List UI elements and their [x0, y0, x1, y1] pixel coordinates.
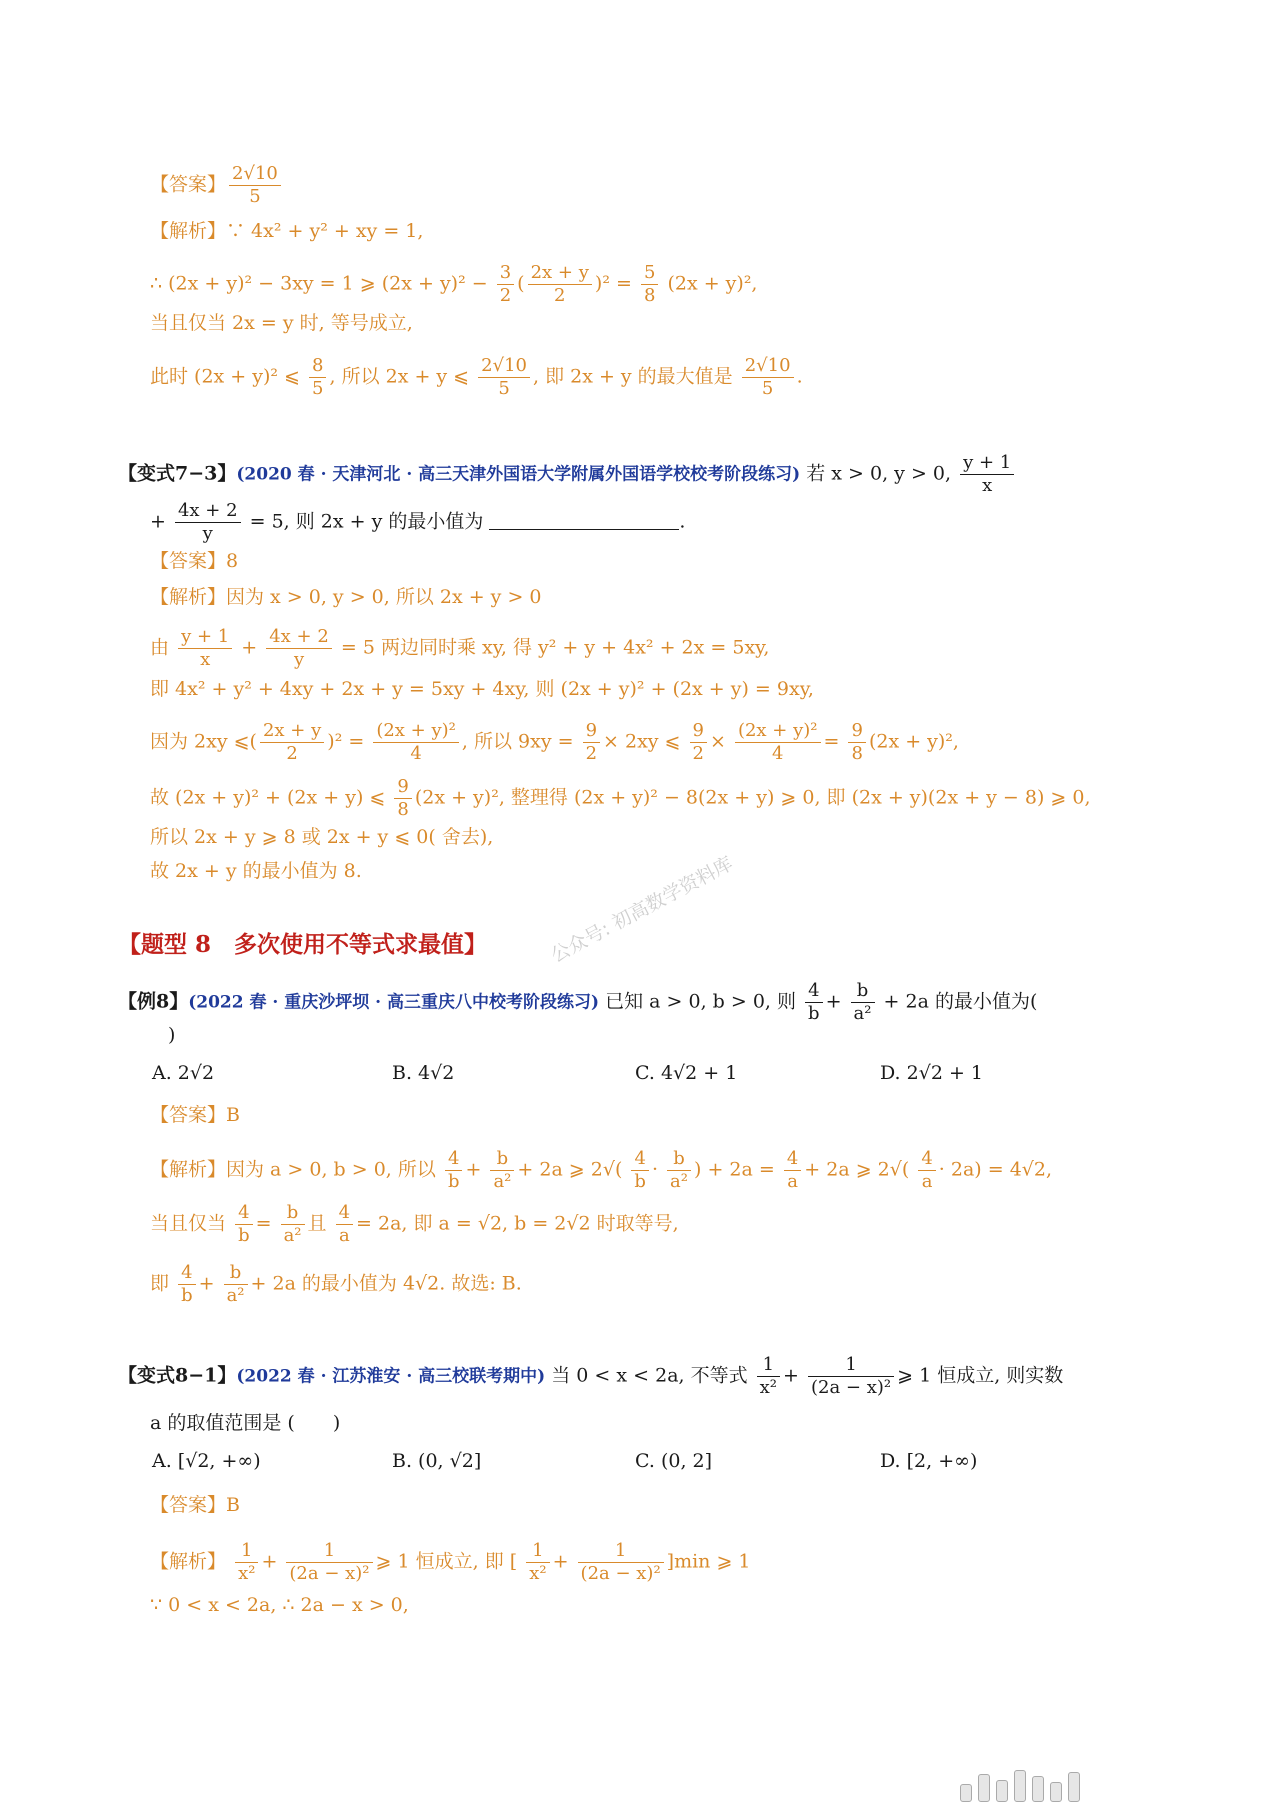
analysis-line: 当且仅当 $\frac{4}{b}$ = $\frac{b}{\text{a²}}$ 且 $\frac{4}{a}$ = 2a, 即 a = √2, b = 2√2 时取等号,: [150, 1202, 679, 1246]
analysis-line: 当且仅当 2x = y 时, 等号成立,: [150, 312, 413, 334]
bar-icon: [1014, 1770, 1026, 1802]
analysis-line: 此时 (2x + y)² ⩽ $\frac{8}{5}$ , 所以 2x + y ⩽ $\frac{2√10}{5}$ , 即 2x + y 的最大值是 $\frac{2√10}{5}$ .: [150, 355, 803, 399]
fraction: $\frac{2√10}{5}$: [229, 163, 281, 208]
answer-line: 【答案】B: [150, 1104, 240, 1126]
question-line: 【例8】(2022 春 · 重庆沙坪坝 · 高三重庆八中校考阶段练习) 已知 a > 0, b > 0, 则 $\frac{4}{b}$ + $\frac{b}{\text{a²}}$ + 2a 的最小值为(: [118, 980, 1038, 1024]
question-line: ): [168, 1024, 176, 1046]
answer-line: [150, 163, 284, 208]
option-a[interactable]: A. [√2, +∞): [152, 1450, 261, 1472]
question-line: + $\frac{4x + 2}{y}$ = 5, 则 2x + y 的最小值为 .: [150, 500, 686, 544]
bar-icon: [1050, 1782, 1062, 1802]
question-line: 【变式7−3】(2020 春 · 天津河北 · 高三天津外国语大学附属外国语学校校考阶段练习) 若 x > 0, y > 0, $\frac{y + 1}{x}$: [118, 452, 1017, 497]
question-tag: 【变式7−3】: [118, 462, 237, 485]
question-line: 【变式8−1】(2022 春 · 江苏淮安 · 高三校联考期中) 当 0 < x < 2a, 不等式 $\frac{1}{\text{x²}}$ + $\frac{1}{\text{(2a − x)²}}$ ⩾ 1 恒成立, 则实数: [118, 1354, 1064, 1398]
section-heading: 【题型 8 多次使用不等式求最值】: [118, 931, 488, 958]
option-c[interactable]: C. (0, 2]: [635, 1450, 713, 1472]
bottom-decoration: [960, 1762, 1260, 1802]
answer-blank: [489, 509, 679, 530]
question-source: (2020 春 · 天津河北 · 高三天津外国语大学附属外国语学校校考阶段练习): [236, 464, 801, 485]
bar-icon: [1032, 1776, 1044, 1802]
bar-icon: [978, 1774, 990, 1802]
option-d[interactable]: D. 2√2 + 1: [880, 1062, 984, 1084]
analysis-line: 因为 2xy ⩽( $\frac{2x + y}{2}$ )² = $\frac{\text{(2x + y)²}}{4}$ , 所以 9xy = $\frac{9}{2}$ × 2xy ⩽ $\frac{9}{2}$ × $\frac{\text{(2x + y)²}}{4}$ = $\frac{9}{8}$ (2x + y)²,: [150, 720, 959, 764]
answer-line: 【答案】8: [150, 550, 239, 572]
bar-icon: [960, 1784, 972, 1802]
analysis-line: 故 2x + y 的最小值为 8.: [150, 860, 362, 882]
analysis-line: 所以 2x + y ⩾ 8 或 2x + y ⩽ 0( 舍去),: [150, 826, 494, 848]
question-line: a 的取值范围是 ( ): [150, 1412, 341, 1434]
answer-label: 【答案】: [150, 173, 227, 196]
option-a[interactable]: A. 2√2: [152, 1062, 215, 1084]
bar-icon: [1068, 1772, 1080, 1802]
bar-icon: [996, 1780, 1008, 1802]
analysis-line: 【解析】因为 x > 0, y > 0, 所以 2x + y > 0: [150, 586, 542, 608]
option-c[interactable]: C. 4√2 + 1: [635, 1062, 738, 1084]
analysis-line: 故 (2x + y)² + (2x + y) ⩽ $\frac{9}{8}$ (2x + y)², 整理得 (2x + y)² − 8(2x + y) ⩾ 0, 即 (2x + y)(2x + y − 8) ⩾ 0,: [150, 776, 1091, 820]
analysis-line: 【解析】∵ 4x² + y² + xy = 1,: [150, 220, 424, 242]
option-b[interactable]: B. (0, √2]: [392, 1450, 482, 1472]
option-d[interactable]: D. [2, +∞): [880, 1450, 978, 1472]
analysis-line: ∵ 0 < x < 2a, ∴ 2a − x > 0,: [150, 1594, 409, 1616]
analysis-line: 【解析】 $\frac{1}{\text{x²}}$ + $\frac{1}{\text{(2a − x)²}}$ ⩾ 1 恒成立, 即 [ $\frac{1}{\text{x²}}$ + $\frac{1}{\text{(2a − x)²}}$ ]min ⩾ 1: [150, 1540, 751, 1584]
analysis-line: 即 4x² + y² + 4xy + 2x + y = 5xy + 4xy, 则 (2x + y)² + (2x + y) = 9xy,: [150, 678, 814, 700]
watermark: 公众号: 初高数学资料库: [547, 852, 737, 968]
analysis-line: 即 $\frac{4}{b}$ + $\frac{b}{\text{a²}}$ + 2a 的最小值为 4√2. 故选: B.: [150, 1262, 522, 1306]
option-b[interactable]: B. 4√2: [392, 1062, 455, 1084]
answer-line: 【答案】B: [150, 1494, 240, 1516]
analysis-line: ∴ (2x + y)² − 3xy = 1 ⩾ (2x + y)² − $\frac{3}{2}$ ( $\frac{2x + y}{2}$ )² = $\frac{5}{8}$ (2x + y)²,: [150, 262, 758, 306]
analysis-line: 由 $\frac{y + 1}{x}$ + $\frac{4x + 2}{y}$ = 5 两边同时乘 xy, 得 y² + y + 4x² + 2x = 5xy,: [150, 626, 770, 670]
analysis-line: 【解析】因为 a > 0, b > 0, 所以 $\frac{4}{b}$ + $\frac{b}{\text{a²}}$ + 2a ⩾ 2√( $\frac{4}{b}$ · $\frac{b}{\text{a²}}$ ) + 2a = $\frac{4}{a}$ + 2a ⩾ 2√( $\frac{4}{a}$ · 2a) = 4√2,: [150, 1148, 1053, 1192]
